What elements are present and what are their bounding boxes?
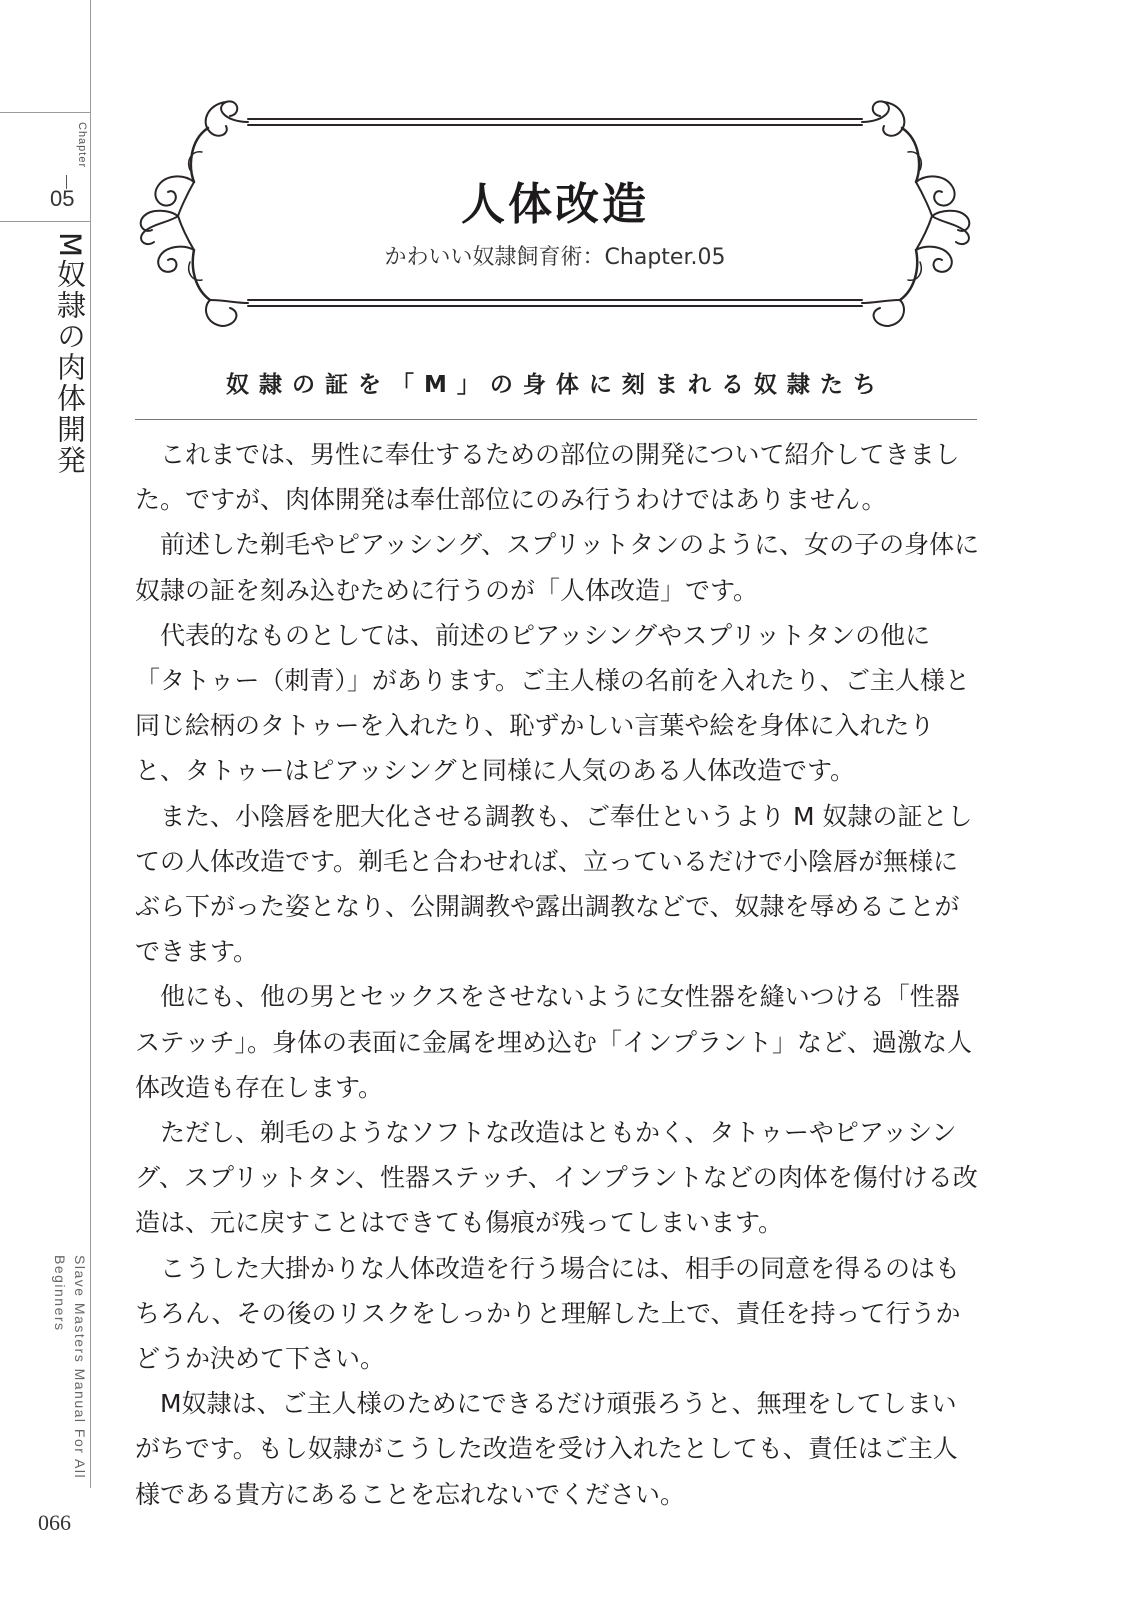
paragraph: M奴隷は、ご主人様のためにできるだけ頑張ろうと、無理をしてしまいがちです。もし奴隷がこうした改造を受け入れたとしても、責任はご主人様である貴方にあることを忘れないでください。 (135, 1389, 958, 1509)
page-number: 066 (38, 1510, 71, 1535)
paragraph: 代表的なものとしては、前述のピアッシングやスプリットタンの他に「タトゥー（刺青）」があります。ご主人様の名前を入れたり、ご主人様と同じ絵柄のタトゥーを入れたり、恥ずかしい言葉や絵を身体に入れたりと、タトゥーはピアッシングと同様に人気のある人体改造です。 (135, 620, 970, 786)
chapter-number: 05 (50, 186, 75, 211)
paragraph: また、小陰唇を肥大化させる調教も、ご奉仕というより M 奴隷の証としての人体改造です。剃毛と合わせれば、立っているだけで小陰唇が無様にぶら下がった姿となり、公開調教や露出調教などで、奴隷を辱めることができます。 (135, 801, 973, 967)
paragraph: 他にも、他の男とセックスをさせないように女性器を縫いつける「性器ステッチ」。身体の表面に金属を埋め込む「インプラント」など、過激な人体改造も存在します。 (135, 982, 973, 1102)
series-title: Slave Masters Manual For All Beginners (52, 1255, 88, 1480)
body-text (135, 432, 980, 1517)
section-heading: 奴隷の証を「M」の身体に刻まれる奴隷たち (226, 372, 886, 398)
paragraph: こうした大掛かりな人体改造を行う場合には、相手の同意を得るのはもちろん、その後のリスクをしっかりと理解した上で、責任を持って行うかどうか決めて下さい。 (135, 1253, 961, 1374)
page-title: 人体改造 (461, 179, 649, 230)
margin-rule (90, 0, 91, 1488)
paragraph: 前述した剃毛やピアッシング、スプリットタンのように、女の子の身体に奴隷の証を刻み込むために行うのが「人体改造」です。 (135, 530, 980, 605)
paragraph: ただし、剃毛のようなソフトな改造はともかく、タトゥーやピアッシング、スプリットタン、性器ステッチ、インプラントなどの肉体を傷付ける改造は、元に戻すことはできても傷痕が残ってしまいます。 (135, 1118, 978, 1238)
side-chapter-title: M奴隷の肉体開発 (53, 232, 87, 477)
page-subtitle: かわいい奴隷飼育術：Chapter.05 (384, 245, 726, 270)
paragraph: これまでは、男性に奉仕するための部位の開発について紹介してきました。ですが、肉体開発は奉仕部位にのみ行うわけではありません。 (135, 440, 960, 515)
chapter-label: Chapter (76, 122, 88, 169)
section-divider (135, 419, 977, 420)
